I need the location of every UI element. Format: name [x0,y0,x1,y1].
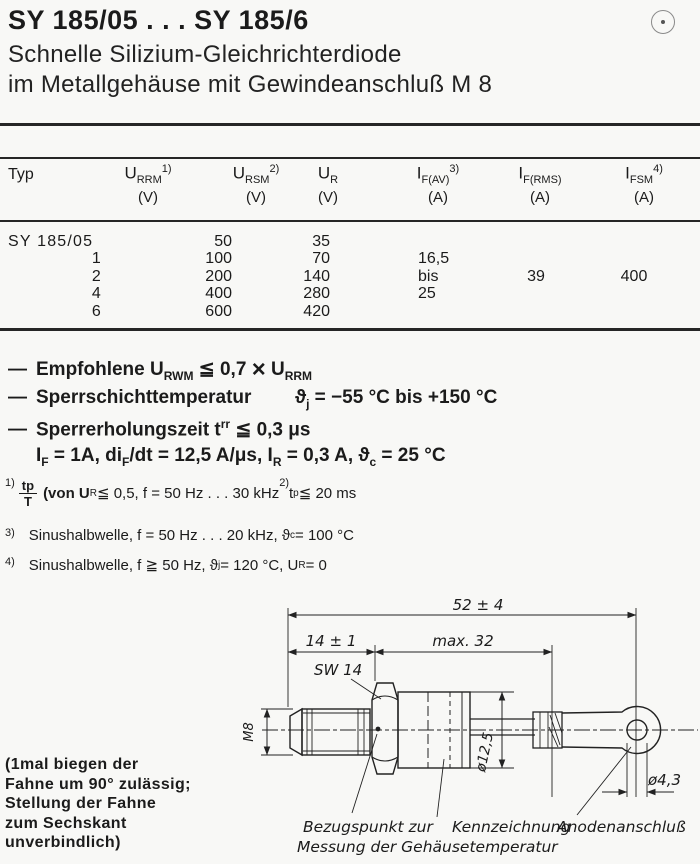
col-header-ifav: $I_{F(AV)}^{3)}$ (A) [416,163,460,207]
note-recovery-time: — Sperrerholungszeit $t^{rr}$ ≦ 0,3 μs [8,417,311,441]
table-top-rule [0,157,700,159]
col-header-urrm: $U_{RRM}^{1)}$ (V) [124,163,172,207]
dash-bullet: — [8,359,27,380]
col-header-ifsm: $I_{FSM}^{4)}$ (A) [625,163,663,207]
table-row: 1 100 70 16,5 [91,250,450,267]
marking-label: Kennzeichnung [452,818,571,836]
thread-size-label: M8 [242,722,257,742]
dim-body-label: max. 32 [432,632,494,650]
dash-bullet: — [8,387,27,408]
table-row: 6 600 420 [91,303,330,320]
dim-stud-label: 14 ± 1 [305,632,357,650]
note-urwm: — Empfohlene $U_{RWM}$ ≦ $0,7 \times U_{RRM}$ [8,356,313,383]
header-rule [0,123,700,126]
hex-nut [372,683,398,774]
footnote-1: 1) $\frac{tp}{T}$ (von U R ≦ 0,5, f = 50 Hz . . . 30 kHz $^{2)}$ t p ≦ 20 ms [5,477,357,509]
table-header-rule [0,220,700,222]
hole-diameter-label: ø4,3 [648,771,682,789]
page-title: SY 185/05 . . . SY 185/6 [8,5,309,35]
table-row: SY 185/05 50 35 [8,233,330,250]
table-bottom-rule [0,328,700,331]
registration-mark-icon [651,10,675,34]
subtitle-line-1: Schnelle Silizium-Gleichrichterdiode [8,41,402,68]
table-row: 2 200 140 bis 39 400 [91,268,648,285]
flag-bend-note: (1mal biegen der Fahne um 90° zulässig; Stellung der Fahne zum Sechskant unverbindlich) [5,756,191,851]
footnote-4: 4) Sinushalbwelle, f ≧ 50 Hz, ϑ j = 120 °C, U R = 0 [5,556,327,574]
wrench-size-label: SW 14 [314,661,363,679]
note-junction-temp: — Sperrschichttemperatur $ϑ_j = -55$ °C bis +150 °C [8,387,498,411]
threaded-stud [290,709,370,755]
col-header-typ: Typ [8,166,34,183]
body-diameter-label: ø12,5 [473,731,498,774]
col-header-ifrms: $I_{F(RMS)}$ (A) [518,163,562,207]
dash-bullet: — [8,419,27,441]
col-header-ur: $U_R$ (V) [317,163,339,207]
dim-overall-label: 52 ± 4 [452,596,504,614]
table-row: 4 400 280 25 [91,285,436,302]
subtitle-line-2: im Metallgehäuse mit Gewindeanschluß M 8 [8,71,493,98]
anode-connection-label: Anodenanschluß [557,818,686,836]
ref-point-label-2: Messung der Gehäusetemperatur [297,838,558,856]
ref-point-label-1: Bezugspunkt zur [303,818,433,836]
case-temp-reference-dot [376,727,381,732]
footnote-3: 3) Sinushalbwelle, f = 50 Hz . . . 20 kHz, ϑ c = 100 °C [5,527,354,544]
col-header-ursm: $U_{RSM}^{2)}$ (V) [232,163,280,207]
package-outline-drawing [0,595,700,864]
note-recovery-conditions: $I_F = 1A$, $di_F/dt = 12,5$ A/μs, $I_R = 0,3$ A, $ϑ_c = 25$ °C [36,445,446,469]
